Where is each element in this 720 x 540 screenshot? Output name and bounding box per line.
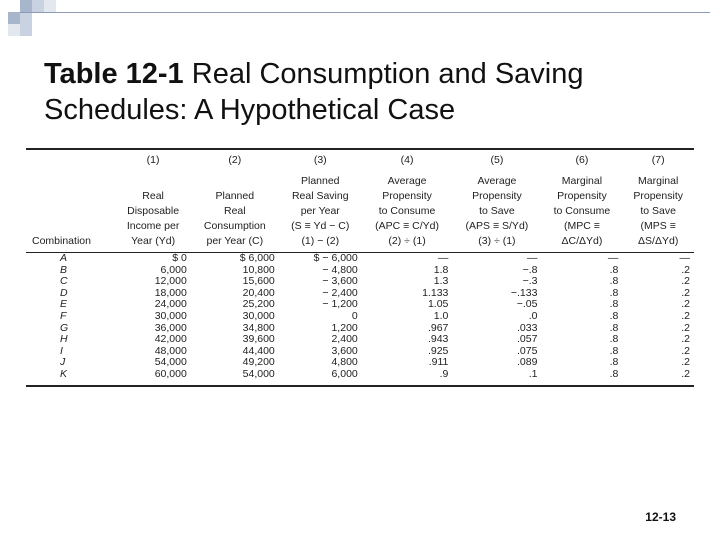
col-header-line: ΔS/ΔYd) [638,235,679,247]
table-cell: .2 [681,356,690,369]
table-cell: 6,000 [279,369,362,386]
table-cell: − 1,200 [322,298,358,311]
table-cell: 10,800 [242,263,275,276]
slide-title [44,56,684,128]
table-cell: .057 [517,333,538,346]
table-cell: .2 [681,263,690,276]
table-cell: −.8 [522,263,538,276]
col-number: (1) [115,149,190,171]
table-cell: −.3 [522,275,538,288]
table-cell: .8 [541,369,622,386]
col-header-line: Propensity [382,190,432,202]
table-cell: 25,200 [242,298,275,311]
combination-cell: F [60,309,67,322]
table-cell: .8 [609,333,619,346]
table-row [26,357,694,369]
col-number: (6) [541,149,622,171]
col-number: (7) [622,149,694,171]
col-header [452,171,541,253]
table-cell: − 2,400 [322,286,358,299]
col-header-line: Propensity [472,190,522,202]
col-header-line: Planned [215,190,255,202]
table-row [26,311,694,323]
blank-header [26,149,115,171]
col-header-line: to Save [479,205,515,217]
col-number: (5) [452,149,541,171]
table-cell: 1.8 [433,263,449,276]
col-header-line: (1) − (2) [301,235,340,247]
column-number-row [26,149,694,171]
table-cell: 42,000 [154,333,187,346]
table-cell: 15,600 [242,275,275,288]
combination-cell: D [60,286,68,299]
table-cell: 2,400 [331,333,358,346]
table-cell: .8 [609,298,619,311]
table-cell: 3,600 [331,344,358,357]
col-header-line: per Year (C) [206,235,264,247]
table-row [26,323,694,335]
col-header-line: Marginal [638,175,679,187]
col-header-line: Propensity [557,190,607,202]
table-cell: .8 [609,286,619,299]
col-header [279,171,362,253]
col-header [362,171,453,253]
table-cell: .8 [609,309,619,322]
table-cell: 48,000 [154,344,187,357]
table-cell: 1.3 [433,275,449,288]
table-cell: .075 [517,344,538,357]
table-cell: — [437,252,449,264]
col-header-line: Marginal [561,175,603,187]
col-header-line: Real [223,205,246,217]
table-cell: — [526,252,538,264]
table-cell: $ 0 [172,252,187,264]
table-cell: 0 [351,309,358,322]
table-cell: 18,000 [154,286,187,299]
col-header-line: (MPC ≡ [563,220,600,232]
combination-cell: I [60,344,63,357]
table-cell: .8 [609,275,619,288]
table-cell: 24,000 [154,298,187,311]
table-cell: .8 [609,344,619,357]
col-header-line: per Year [300,205,340,217]
table-row [26,369,694,386]
table-cell: 54,000 [154,356,187,369]
table-cell: .2 [681,286,690,299]
table-cell: 1.0 [433,309,449,322]
table-cell: .2 [681,344,690,357]
col-header-line: Planned [300,175,340,187]
combination-cell: H [60,333,68,346]
table-row [26,276,694,288]
combination-cell: G [60,321,69,334]
col-header-line: Year (Yd) [131,235,176,247]
table-cell: 12,000 [154,275,187,288]
col-header [622,171,694,253]
col-header-line: Real Saving [291,190,349,202]
combination-header: Combination [26,171,115,253]
col-header-line: Disposable [127,205,180,217]
table-cell: .2 [681,275,690,288]
col-header-line: (APC ≡ C/Yd) [375,220,439,232]
col-header-line: Average [387,175,427,187]
table-cell: 60,000 [115,369,190,386]
table-cell: 39,600 [242,333,275,346]
col-header-line: (S ≡ Yd − C) [291,220,350,232]
col-header-line: Average [477,175,517,187]
table-cell: 1.05 [427,298,449,311]
table-body [26,253,694,386]
col-header-line: to Consume [378,205,436,217]
table-cell: — [607,252,619,264]
table-row [26,265,694,277]
col-header-line: (2) ÷ (1) [388,235,426,247]
title-bold: Table 12-1 [44,58,184,90]
table-cell: − 3,600 [322,275,358,288]
col-header [115,171,190,253]
combination-cell: J [60,356,66,369]
table-cell: — [679,252,690,264]
table-cell: 6,000 [160,263,187,276]
consumption-saving-table [26,148,694,387]
table-cell: 30,000 [242,309,275,322]
table-cell: .1 [452,369,541,386]
table-cell: .8 [609,356,619,369]
table-row [26,299,694,311]
table-cell: .967 [427,321,449,334]
col-number: (2) [191,149,279,171]
table-row [26,334,694,346]
table-cell: .2 [622,369,694,386]
col-number: (4) [362,149,453,171]
table-row [26,346,694,358]
col-header-line: (3) ÷ (1) [478,235,516,247]
title-rest: Real Consumption and Saving Schedules: A Hypothetical Case [44,58,584,126]
col-header-line: to Consume [553,205,611,217]
col-header-line: Consumption [203,220,266,232]
table-cell: −.133 [510,286,538,299]
table-cell: .9 [362,369,453,386]
table-cell: 36,000 [154,321,187,334]
combination-cell: B [60,263,68,276]
col-header [191,171,279,253]
table-cell: 30,000 [154,309,187,322]
col-header-line: (APS ≡ S/Yd) [465,220,529,232]
table-cell: .925 [427,344,449,357]
col-header-line: Income per [126,220,180,232]
table-cell: .2 [681,298,690,311]
combination-cell: C [60,275,68,288]
table-cell: 1,200 [331,321,358,334]
combination-cell: A [60,252,68,264]
table-cell: .2 [681,321,690,334]
col-header [541,171,622,253]
table-cell: − 4,800 [322,263,358,276]
combination-cell: E [60,298,68,311]
col-header-line: to Save [640,205,676,217]
table-cell: 20,400 [242,286,275,299]
header-rule [20,12,710,13]
table-cell: 54,000 [191,369,279,386]
combination-cell: K [26,369,115,386]
table-cell: .8 [609,263,619,276]
table-cell: .943 [427,333,449,346]
table-cell: 1.133 [422,286,449,299]
table-cell: 49,200 [242,356,275,369]
table-cell: .2 [681,333,690,346]
table-cell: .089 [517,356,538,369]
table-cell: .2 [681,309,690,322]
table-cell: .8 [609,321,619,334]
table-cell: $ − 6,000 [313,252,358,264]
table-row [26,253,694,265]
table-cell: .0 [528,309,538,322]
col-header-line: Real [142,190,164,202]
decorative-squares [0,0,60,50]
table-cell: −.05 [516,298,538,311]
table-cell: 44,400 [242,344,275,357]
table-cell: 34,800 [242,321,275,334]
col-header-line: Propensity [633,190,683,202]
col-header-line: (MPS ≡ [640,220,676,232]
column-header-row [26,171,694,253]
page-number: 12-13 [645,510,676,524]
col-header-line: ΔC/ΔYd) [561,235,603,247]
table-cell: .911 [428,356,449,369]
table-cell: $ 6,000 [239,252,275,264]
table-row [26,288,694,300]
col-number: (3) [279,149,362,171]
table-cell: .033 [517,321,538,334]
table-cell: 4,800 [331,356,358,369]
